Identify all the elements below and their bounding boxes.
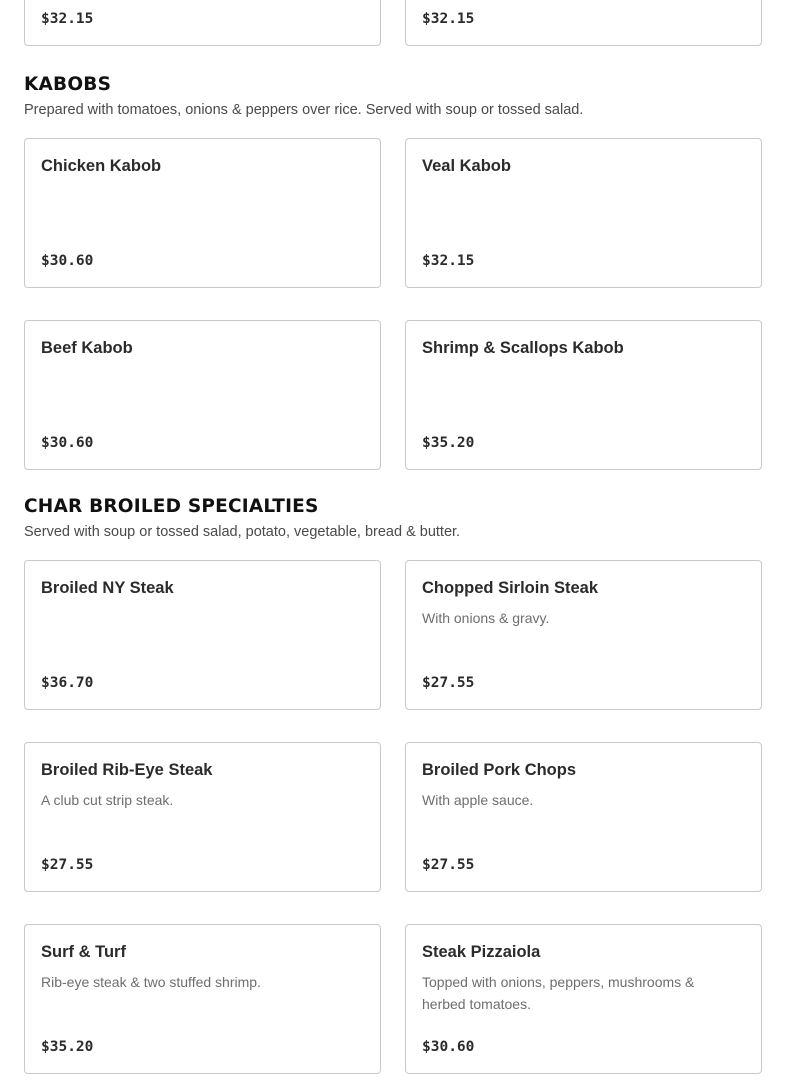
menu-item-card[interactable] xyxy=(405,0,762,46)
item-name: Broiled Rib-Eye Steak xyxy=(41,761,213,779)
menu-item-card[interactable] xyxy=(405,742,762,892)
item-price: $32.15 xyxy=(422,253,475,269)
item-description: With onions & gravy. xyxy=(422,610,550,626)
section-title-kabobs: KABOBS xyxy=(24,74,112,95)
menu-item-card[interactable] xyxy=(24,138,381,288)
menu-item-card[interactable] xyxy=(24,560,381,710)
item-price: $27.55 xyxy=(41,857,94,873)
item-description: With apple sauce. xyxy=(422,792,534,808)
item-price: $32.15 xyxy=(41,11,94,27)
item-name: Steak Pizzaiola xyxy=(422,943,541,961)
item-name: Chicken Kabob xyxy=(41,157,162,175)
item-price: $27.55 xyxy=(422,857,475,873)
item-name: Veal Kabob xyxy=(422,157,511,175)
item-description: A club cut strip steak. xyxy=(41,792,174,808)
section-subtitle-char-broiled: Served with soup or tossed salad, potato, vegetable, bread & butter. xyxy=(24,524,461,540)
item-name: Beef Kabob xyxy=(41,339,133,357)
item-description: Topped with onions, peppers, mushrooms & herbed tomatoes. xyxy=(422,974,695,1012)
item-price: $30.60 xyxy=(41,253,94,269)
item-description: Rib-eye steak & two stuffed shrimp. xyxy=(41,974,261,990)
section-title-char-broiled: CHAR BROILED SPECIALTIES xyxy=(24,496,319,517)
item-price: $30.60 xyxy=(41,435,94,451)
item-price: $36.70 xyxy=(41,675,94,691)
item-name: Shrimp & Scallops Kabob xyxy=(422,339,624,357)
menu-item-card[interactable] xyxy=(405,560,762,710)
menu-item-card[interactable] xyxy=(24,320,381,470)
item-name: Broiled Pork Chops xyxy=(422,761,577,779)
item-name: Chopped Sirloin Steak xyxy=(422,579,599,597)
item-price: $27.55 xyxy=(422,675,475,691)
menu-item-card[interactable] xyxy=(24,924,381,1074)
item-name: Surf & Turf xyxy=(41,943,126,961)
item-price: $35.20 xyxy=(41,1039,94,1055)
menu-item-card[interactable] xyxy=(24,0,381,46)
item-price: $30.60 xyxy=(422,1039,475,1055)
menu-item-card[interactable] xyxy=(405,320,762,470)
item-price: $35.20 xyxy=(422,435,475,451)
menu-item-card[interactable] xyxy=(24,742,381,892)
menu-item-card[interactable] xyxy=(405,924,762,1074)
section-subtitle-kabobs: Prepared with tomatoes, onions & peppers over rice. Served with soup or tossed salad. xyxy=(24,102,584,118)
menu-item-card[interactable] xyxy=(405,138,762,288)
item-price: $32.15 xyxy=(422,11,475,27)
item-name: Broiled NY Steak xyxy=(41,579,174,597)
